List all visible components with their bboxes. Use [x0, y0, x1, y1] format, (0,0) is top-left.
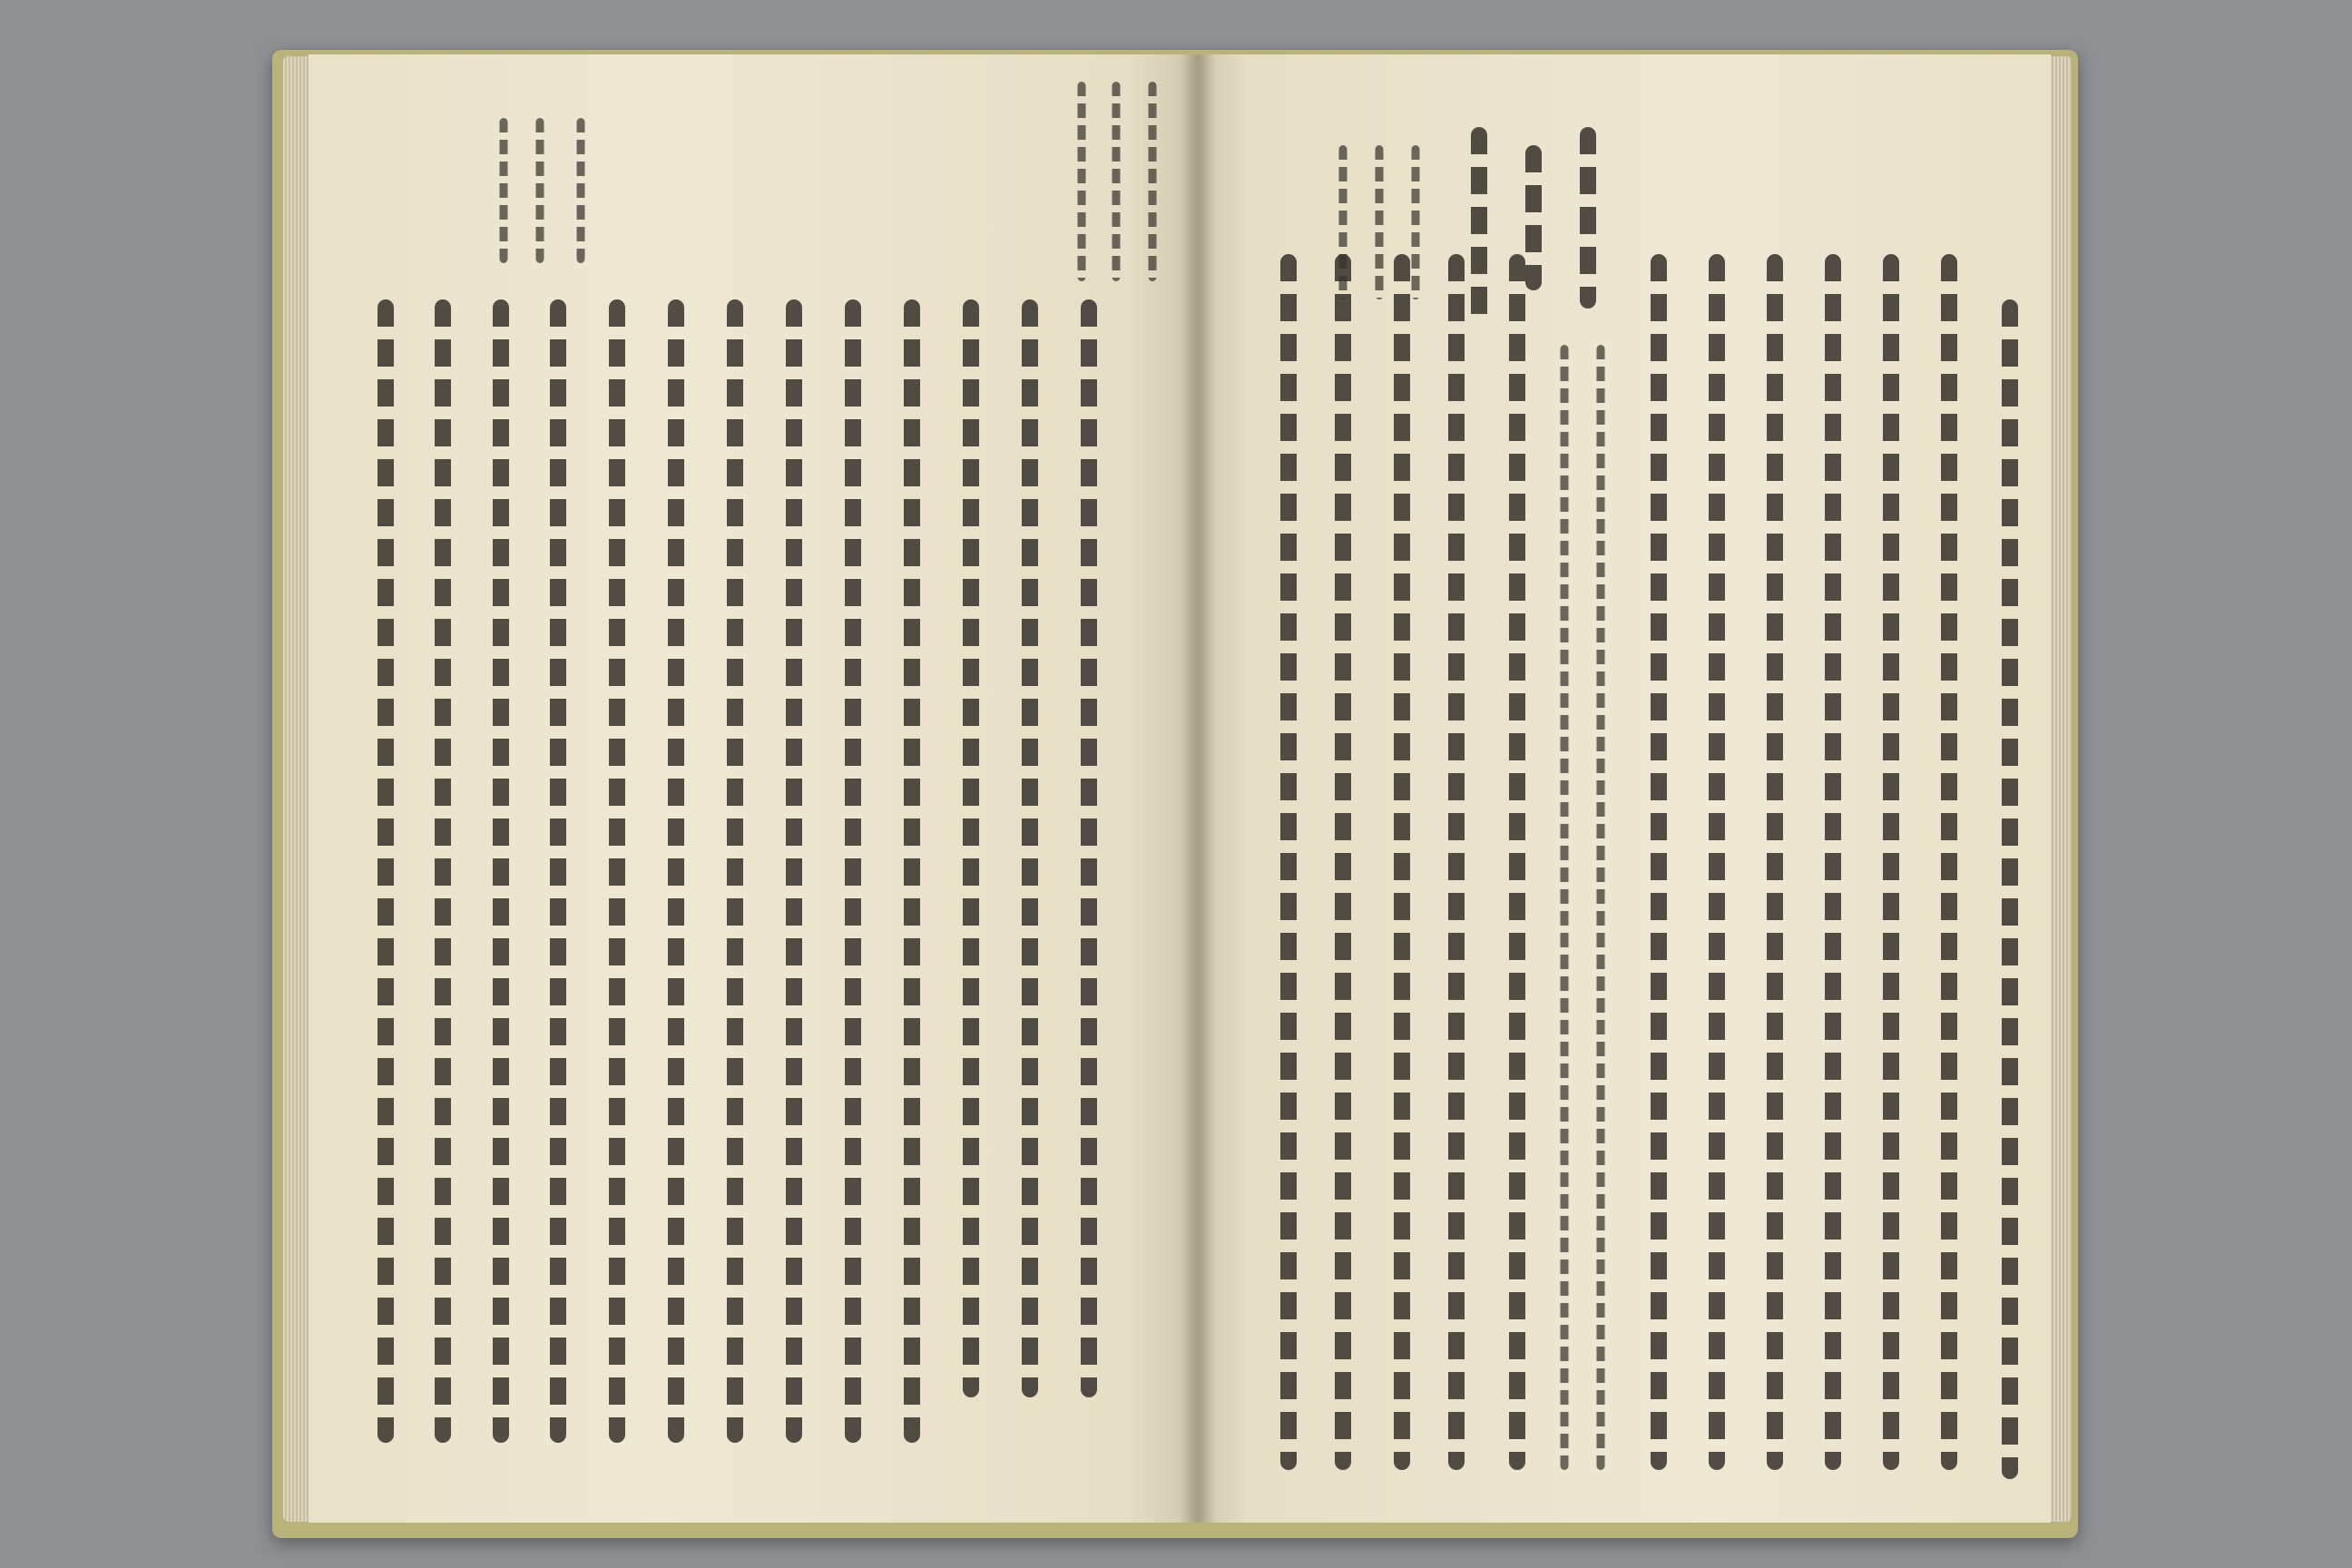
text-column — [1757, 254, 1793, 1470]
handwriting-stroke — [1280, 254, 1297, 1470]
handwriting-stroke — [377, 299, 394, 1443]
handwriting-stroke — [2002, 299, 2018, 1479]
text-column — [1012, 299, 1048, 1397]
text-column — [894, 299, 930, 1443]
handwriting-stroke — [577, 118, 585, 263]
handwriting-stroke — [904, 299, 920, 1443]
handwriting-stroke — [550, 299, 566, 1443]
text-column — [1992, 299, 2028, 1479]
text-column — [776, 299, 812, 1443]
text-column — [425, 299, 461, 1443]
text-column — [1397, 145, 1434, 299]
handwriting-stroke — [500, 118, 508, 263]
handwriting-stroke — [1580, 127, 1596, 309]
text-column — [1499, 254, 1535, 1470]
handwriting-stroke — [536, 118, 544, 263]
text-column — [658, 299, 694, 1443]
handwriting-stroke — [1149, 82, 1157, 281]
text-column — [835, 299, 871, 1443]
book-gutter — [1180, 54, 1216, 1523]
handwriting-stroke — [1825, 254, 1841, 1470]
text-column — [1438, 254, 1475, 1470]
text-column — [1699, 254, 1735, 1470]
text-column — [540, 299, 576, 1443]
text-column — [1583, 345, 1619, 1470]
text-column — [368, 299, 404, 1443]
handwriting-stroke — [845, 299, 861, 1443]
handwriting-stroke — [1376, 145, 1384, 299]
text-column — [1361, 145, 1397, 299]
text-column — [1515, 145, 1552, 290]
text-column — [1071, 299, 1107, 1397]
handwriting-stroke — [1509, 254, 1525, 1470]
text-column — [563, 118, 599, 263]
handwriting-stroke — [1767, 254, 1783, 1470]
text-column — [522, 118, 558, 263]
handwriting-stroke — [1525, 145, 1542, 290]
text-column — [717, 299, 753, 1443]
handwriting-stroke — [1339, 145, 1348, 299]
text-column — [1873, 254, 1909, 1470]
text-column — [1134, 82, 1171, 281]
text-column — [1270, 254, 1307, 1470]
handwriting-stroke — [1651, 254, 1667, 1470]
text-column — [1931, 254, 1967, 1470]
handwriting-stroke — [1561, 345, 1569, 1470]
handwriting-stroke — [1471, 127, 1487, 327]
text-column — [599, 299, 635, 1443]
handwriting-stroke — [1335, 254, 1351, 1470]
text-column — [953, 299, 989, 1397]
text-column — [1461, 127, 1497, 327]
handwriting-stroke — [435, 299, 451, 1443]
handwriting-stroke — [727, 299, 743, 1443]
handwriting-stroke — [1709, 254, 1725, 1470]
text-column — [1098, 82, 1134, 281]
handwriting-stroke — [963, 299, 979, 1397]
handwriting-stroke — [1394, 254, 1410, 1470]
handwriting-stroke — [1112, 82, 1121, 281]
handwriting-stroke — [1448, 254, 1465, 1470]
handwriting-stroke — [1883, 254, 1899, 1470]
text-column — [1063, 82, 1100, 281]
text-column — [1815, 254, 1851, 1470]
handwriting-stroke — [1941, 254, 1957, 1470]
text-column — [1384, 254, 1420, 1470]
handwriting-stroke — [609, 299, 625, 1443]
handwriting-stroke — [1081, 299, 1097, 1397]
handwriting-stroke — [1078, 82, 1086, 281]
text-column — [1570, 127, 1606, 309]
handwriting-stroke — [1412, 145, 1420, 299]
handwriting-stroke — [1022, 299, 1038, 1397]
text-column — [483, 299, 519, 1443]
text-column — [1546, 345, 1583, 1470]
text-column — [1325, 145, 1361, 299]
text-column — [1641, 254, 1677, 1470]
text-column — [1325, 254, 1361, 1470]
handwriting-stroke — [1597, 345, 1605, 1470]
text-column — [485, 118, 522, 263]
handwriting-stroke — [493, 299, 509, 1443]
handwriting-stroke — [786, 299, 802, 1443]
handwriting-stroke — [668, 299, 684, 1443]
